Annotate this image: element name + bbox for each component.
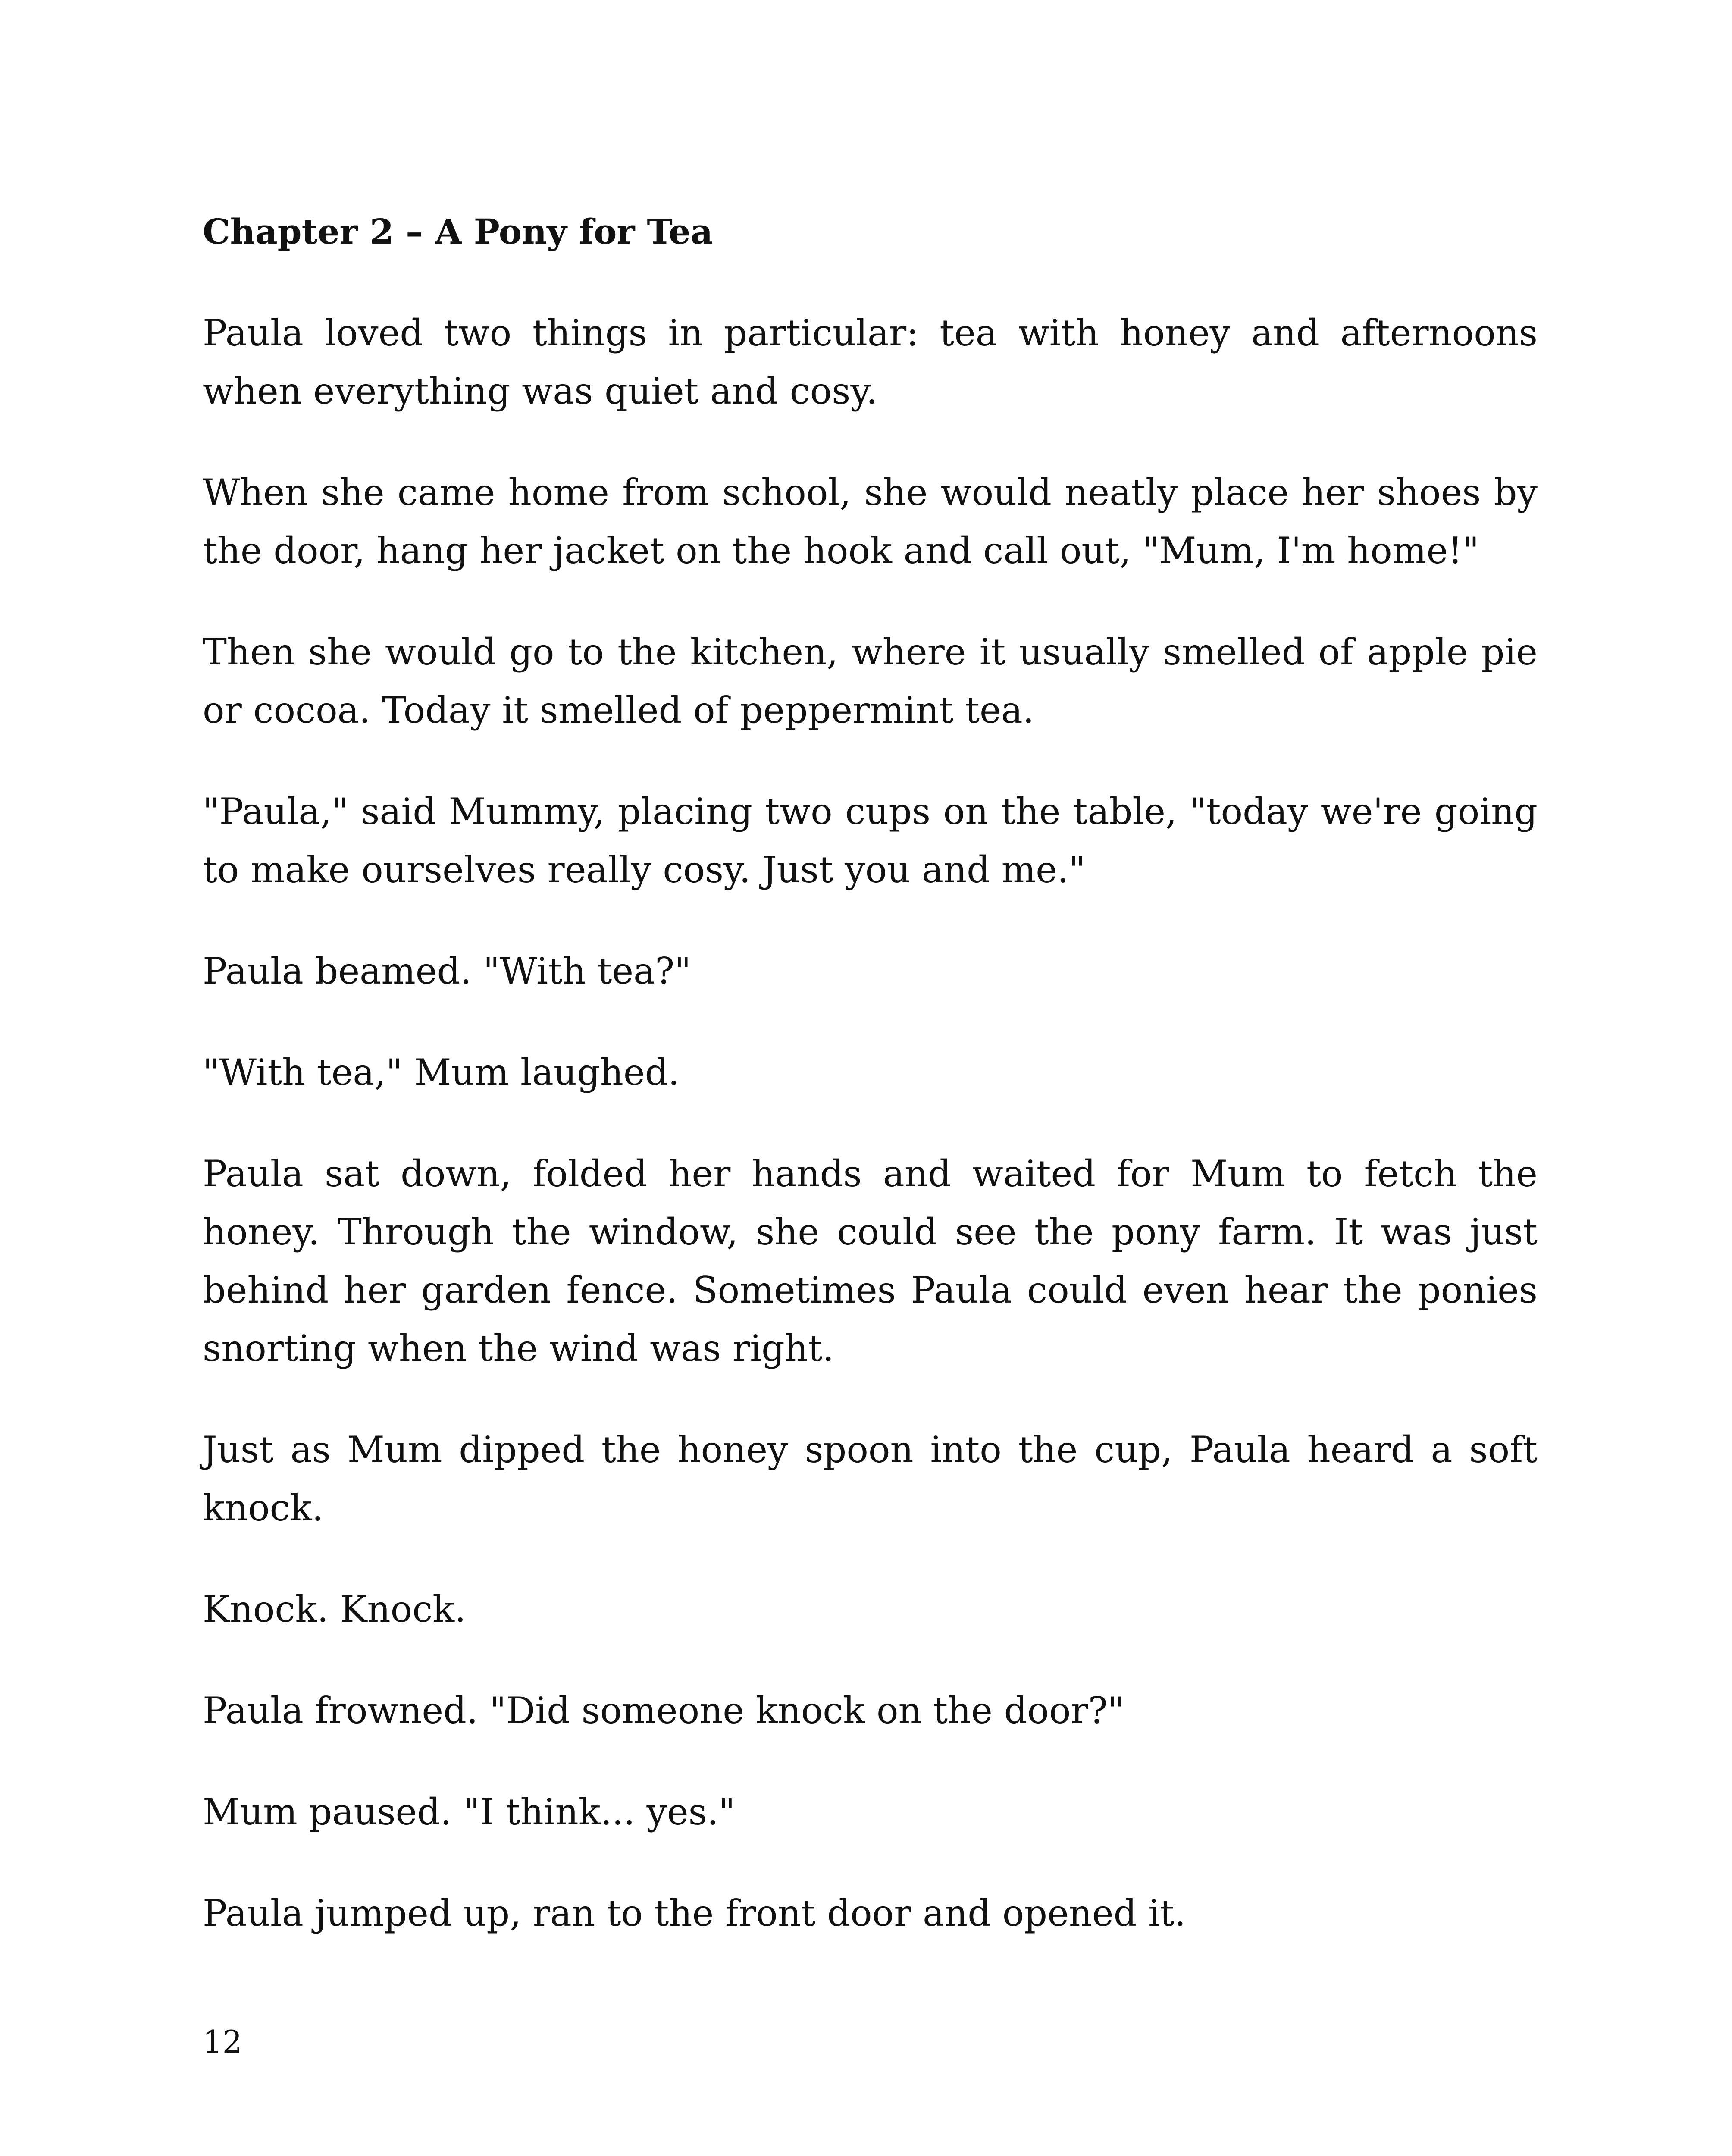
paragraph: Paula loved two things in particular: tea with honey and afternoons when everything was quiet and cosy. [203,312,1538,412]
page-number: 12 [203,2024,242,2060]
paragraph: Paula jumped up, ran to the front door and opened it. [203,1892,1186,1934]
paragraph: Knock. Knock. [203,1588,466,1630]
paragraph: When she came home from school, she would neatly place her shoes by the door, hang her jacket on the hook and call out, "Mum, I'm home!" [203,471,1538,572]
paragraph: Just as Mum dipped the honey spoon into the cup, Paula heard a soft knock. [203,1429,1538,1529]
paragraph: Paula beamed. "With tea?" [203,950,691,992]
paragraph: "Paula," said Mummy, placing two cups on the table, "today we're going to make ourselves really cosy. Just you and me." [203,790,1538,891]
paragraph: Mum paused. "I think... yes." [203,1791,736,1833]
paragraph: Paula sat down, folded her hands and waited for Mum to fetch the honey. Through the window, she could see the pony farm. It was just behind her garden fence. Sometimes Paula could even hear the ponies snorting when the wind was right. [203,1153,1538,1369]
paragraph: Then she would go to the kitchen, where it usually smelled of apple pie or cocoa. Today it smelled of peppermint tea. [203,631,1538,731]
paragraph: "With tea," Mum laughed. [203,1051,680,1094]
chapter-title: Chapter 2 – A Pony for Tea [203,211,713,252]
paragraph: Paula frowned. "Did someone knock on the door?" [203,1689,1124,1732]
page-content [203,203,1538,1986]
